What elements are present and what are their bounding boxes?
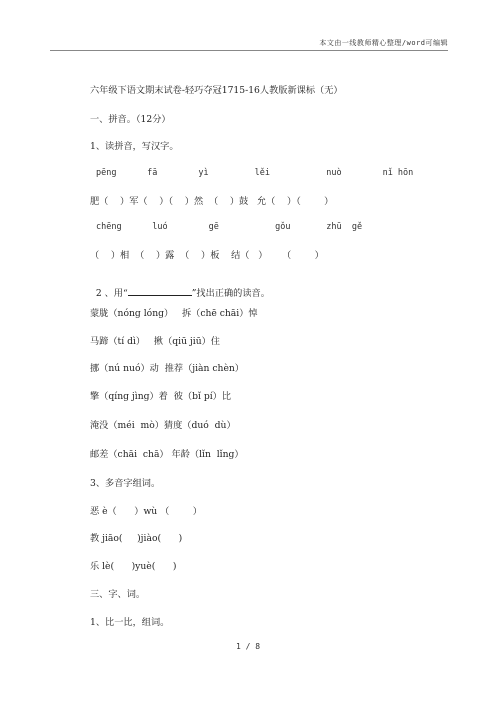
question-1-prompt: 1、读拼音，写汉字。 — [90, 141, 179, 152]
polyphone-item: 恶 è（ ）wù （ ） — [90, 506, 202, 517]
underline-blank — [128, 287, 192, 296]
polyphone-item: 教 jiāo( )jiào( ) — [90, 533, 183, 544]
reading-item: 擎（qíng jìng）着 彼（bǐ pí）比 — [90, 391, 232, 402]
reading-item: 蒙胧（nóng lóng） 拆（chē chāi）悼 — [90, 308, 258, 319]
question-2-prompt — [90, 274, 270, 299]
header-rule — [50, 50, 448, 51]
page-number: 1 / 8 — [235, 642, 261, 651]
reading-item: 淹没（méi mò）猜度（duó dù） — [90, 420, 236, 431]
reading-item: 邮差（chāi chā） 年龄（lǐn lǐng） — [90, 449, 244, 460]
character-blanks-row-2: （ ）相 （ ）露 （ ）板 结（ ） （ ） — [90, 250, 324, 261]
reading-item: 挪（nú nuó）动 推荐（jiàn chèn） — [90, 363, 244, 374]
question-2-suffix: ”找出正确的读音。 — [191, 288, 270, 299]
reading-item: 马蹄（tí dì） 揪（qiū jiū）住 — [90, 336, 220, 347]
pinyin-row-2: chēng luó gē gǒu zhū gě — [96, 222, 363, 232]
question-2-prefix: 2 、用“ — [95, 288, 128, 299]
polyphone-item: 乐 lè( )yuè( ) — [90, 561, 177, 572]
question-3-prompt: 3、多音字组词。 — [90, 478, 161, 489]
document-title: 六年级下语文期末试卷-轻巧夺冠1715-16人教版新课标（无） — [90, 85, 343, 96]
section-words-heading: 三、字、词。 — [90, 589, 146, 600]
section-pinyin-heading: 一、拼音。（12分） — [90, 114, 171, 125]
pinyin-row-1: pēng fā yì lěi nuò nǐ hōn — [96, 168, 414, 178]
page-header: 本文由一线教师精心整理/word可编辑 — [319, 39, 448, 47]
character-blanks-row-1: 肥（ ）军（ ）（ ）然 （ ）鼓 允（ ）（ ） — [90, 196, 334, 207]
question-compare-prompt: 1、比一比，组词。 — [90, 617, 170, 628]
